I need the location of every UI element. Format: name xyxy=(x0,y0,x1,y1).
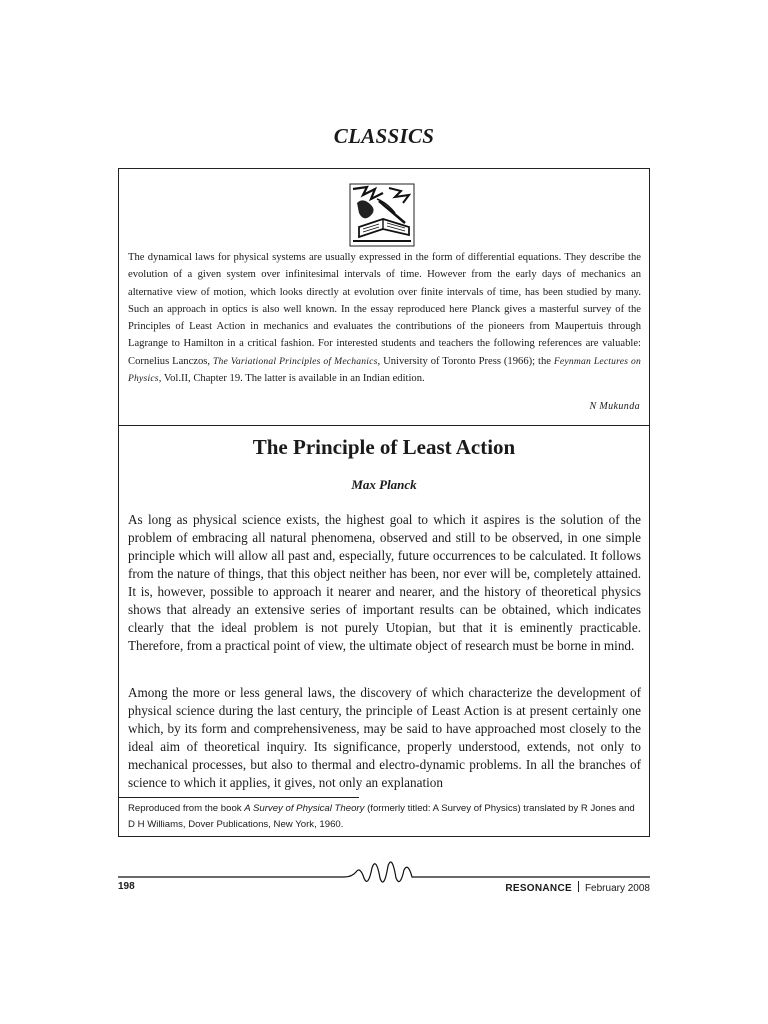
editor-signature: N Mukunda xyxy=(589,401,640,412)
body-paragraph-2: Among the more or less general laws, the discovery of which characterize the development of physical science during the last century, the principle of Least Action is at present certainly one which, by its form and comprehensiveness, may be said to have approached most closely to the ideal aim of theoretical inquiry. Its significance, properly understood, extends, not only to mechanical processes, but also to thermal and electro-dynamic problems. In all the branches of science to which it applies, it gives, not only an explanation xyxy=(128,685,641,790)
book-title-feynman: Feynman Lectures on Physics xyxy=(128,355,641,385)
article-title: The Principle of Least Action xyxy=(252,435,516,459)
article-frame xyxy=(118,168,650,837)
journal-footer xyxy=(505,881,650,894)
section-title: CLASSICS xyxy=(333,124,435,148)
issue-date: February 2008 xyxy=(584,883,650,894)
intro-paragraph: The dynamical laws for physical systems are usually expressed in the form of differential equations. They describe the evolution of a given system over infinitesimal intervals of time. However from the early days of mechanics an alternative view of motion, which looks directly at evolution over finite intervals of time, has been studied by many. Such an approach in optics is also well known. In the essay reproduced here Planck gives a masterful survey of the Principles of Least Action in mechanics and evaluates the contributions of the pioneers from Maupertuis through Lagrange to Hamilton in a critical fashion. For interested students and teachers the following references are valuable: Cornelius Lanczos, The Variational Principles of Mechanics, University of Toronto Press (1966); the Feynman Lectures on Physics, Vol.II, Chapter 19. The latter is available in an Indian edition. xyxy=(128,252,641,385)
footnote-divider xyxy=(119,797,359,798)
article-author: Max Planck xyxy=(351,477,417,492)
book-title-lanczos: The Variational Principles of Mechanics xyxy=(213,355,378,367)
page-number: 198 xyxy=(118,881,135,892)
quill-book-icon xyxy=(349,183,415,247)
journal-name: RESONANCE xyxy=(505,883,572,894)
intro-box xyxy=(119,169,649,426)
footer-separator xyxy=(578,881,579,892)
source-footnote: Reproduced from the book A Survey of Physical Theory (formerly titled: A Survey of Physics) translated by R Jones and D H Williams, Dover Publications, New York, 1960. xyxy=(128,803,635,830)
source-book-title: A Survey of Physical Theory xyxy=(244,803,365,814)
body-paragraph-1: As long as physical science exists, the highest goal to which it aspires is the solution of the problem of embracing all natural phenomena, observed and still to be observed, in one simple principle which will allow all past and, especially, future occurrences to be calculated. It follows from the nature of things, that this object neither has been, nor ever will be, completely attained. It is, however, possible to approach it nearer and nearer, and the history of theoretical physics shows that already an extensive series of important results can be obtained, which indicates clearly that the ideal problem is not purely Utopian, but that it is eminently practicable. Therefore, from a practical point of view, the ultimate object of research must be borne in mind. xyxy=(128,512,641,653)
